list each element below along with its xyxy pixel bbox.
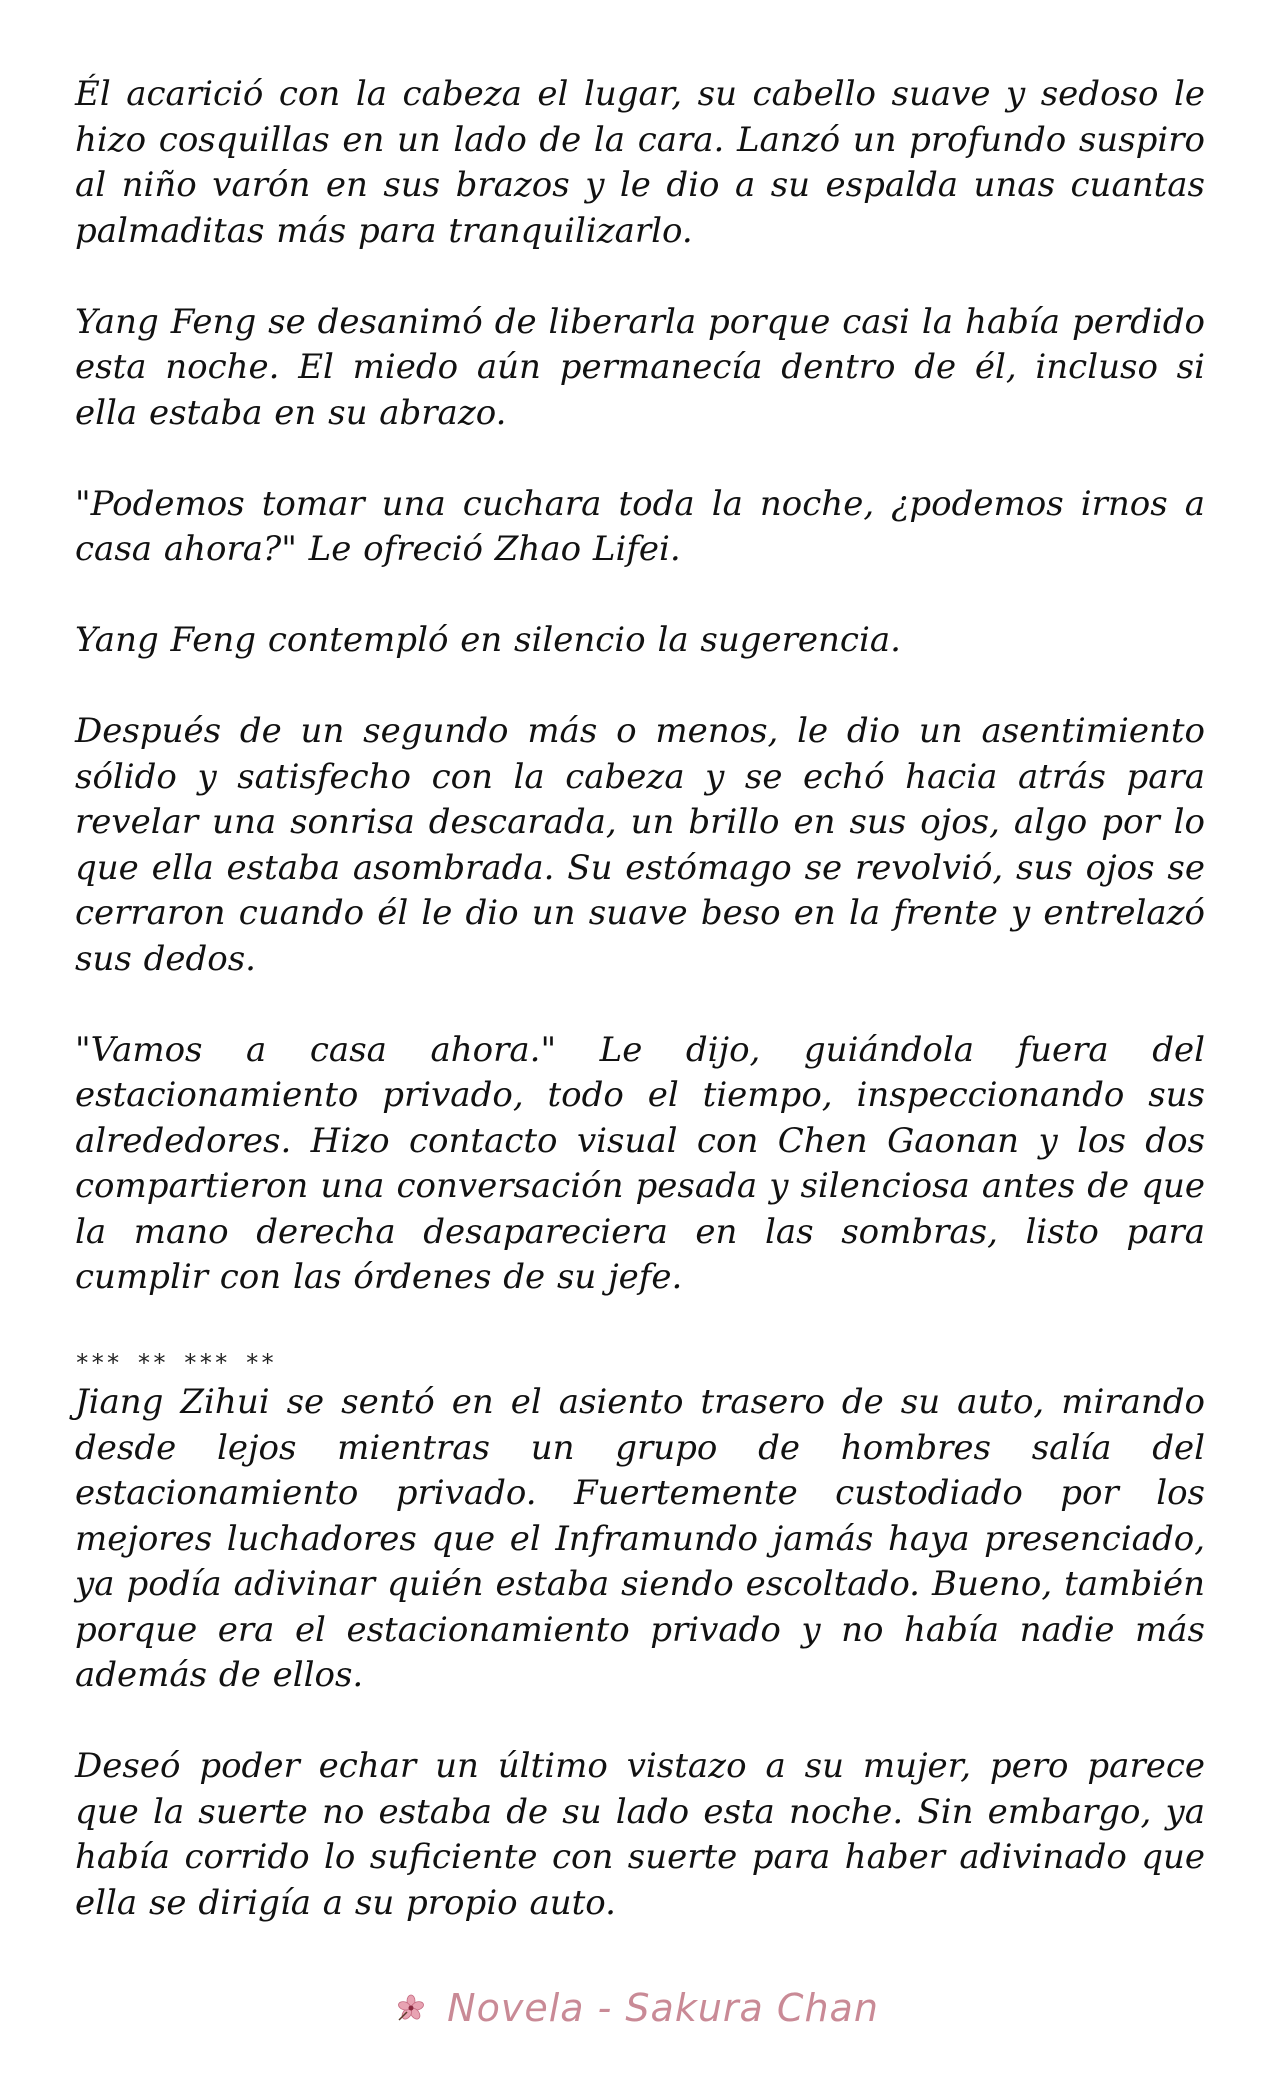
paragraph: "Vamos a casa ahora." Le dijo, guiándola fuera del estacionamiento privado, todo el tiempo, inspeccionando sus alrededores. Hizo contacto visual con Chen Gaonan y los dos compartieron una conversación pesada y silenciosa antes de que la mano derecha desapareciera en las sombras, listo para cumplir con las órdenes de su jefe. — [75, 1029, 1205, 1297]
paragraph: Él acarició con la cabeza el lugar, su cabello suave y sedoso le hizo cosquillas en un lado de la cara. Lanzó un profundo suspiro al niño varón en sus brazos y le dio a su espalda unas cuantas palmaditas más para tranquilizarlo. — [75, 74, 1205, 251]
paragraph: Deseó poder echar un último vistazo a su mujer, pero parece que la suerte no estaba de su lado esta noche. Sin embargo, ya había corrido lo suficiente con suerte para haber adivinado que ella se dirigía a su propio auto. — [75, 1746, 1205, 1923]
paragraph: Yang Feng se desanimó de liberarla porque casi la había perdido esta noche. El miedo aún permanecía dentro de él, incluso si ella estaba en su abrazo. — [75, 301, 1205, 433]
paragraph: Yang Feng contempló en silencio la sugerencia. — [75, 620, 901, 660]
scene-divider: *** ** *** ** — [75, 1349, 276, 1377]
paragraph: Jiang Zihui se sentó en el asiento trasero de su auto, mirando desde lejos mientras un grupo de hombres salía del estacionamiento privado. Fuertemente custodiado por los mejores luchadores que el Inframundo jamás haya presenciado, ya podía adivinar quién estaba siendo escoltado. Bueno, también porque era el estacionamiento privado y no había nadie más además de ellos. — [75, 1382, 1205, 1695]
paragraph: "Podemos tomar una cuchara toda la noche, ¿podemos irnos a casa ahora?" Le ofreció Zhao Lifei. — [75, 483, 1205, 569]
watermark — [0, 1986, 1275, 2030]
chapter-text — [75, 72, 1205, 1926]
sakura-flower-icon — [396, 1988, 426, 2018]
watermark-text: Novela - Sakura Chan — [447, 1986, 879, 2030]
paragraph: Después de un segundo más o menos, le dio un asentimiento sólido y satisfecho con la cabeza y se echó hacia atrás para revelar una sonrisa descarada, un brillo en sus ojos, algo por lo que ella estaba asombrada. Su estómago se revolvió, sus ojos se cerraron cuando él le dio un suave beso en la frente y entrelazó sus dedos. — [75, 711, 1205, 979]
